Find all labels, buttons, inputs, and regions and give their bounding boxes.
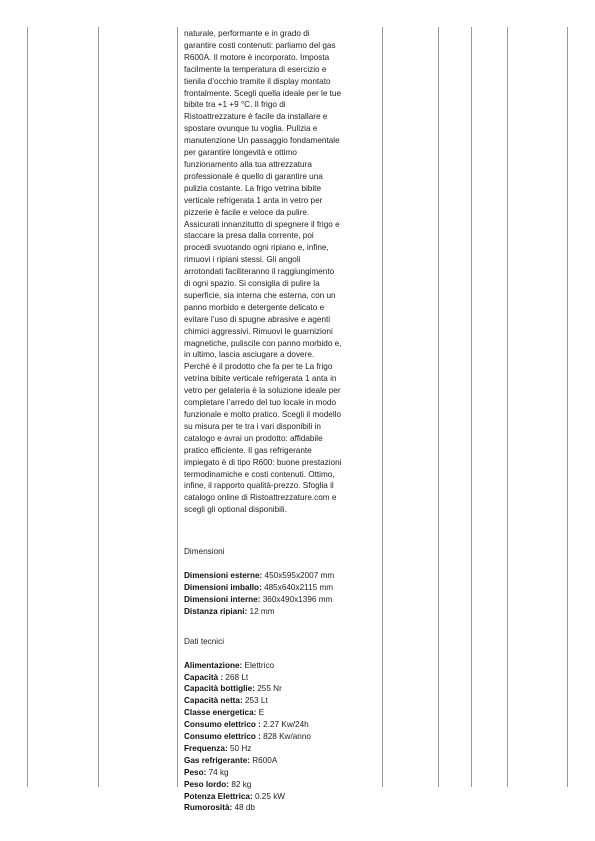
description-line: funzionale e molto pratico. Scegli il modello: [184, 410, 342, 419]
description-line: Assicurati innanzitutto di spegnere il frigo e: [184, 219, 340, 229]
description-line: vetrina bibite verticale refrigerata 1 anta in: [184, 374, 337, 384]
spec-label: Gas refrigerante:: [184, 755, 250, 765]
description-line: garantire costi contenuti: parliamo del gas: [184, 40, 336, 50]
description-line: panno morbido e detergente delicato e: [184, 302, 325, 312]
description-line: spostare ovunque tu voglia. Pulizia e: [184, 124, 318, 134]
spec-value: 74 kg: [206, 767, 229, 777]
spec-row: [184, 683, 374, 695]
spec-value: 2.27 Kw/24h: [260, 720, 309, 730]
description-line: chimici aggressivi. Rimuovi le guarnizioni: [184, 326, 333, 336]
spec-label: Consumo elettrico :: [184, 732, 261, 742]
spec-row: [184, 695, 374, 707]
description-line: R600A. Il motore è incorporato. Imposta: [184, 52, 330, 62]
technical-data-list: [184, 660, 374, 815]
description-line: staccare la presa dalla corrente, poi: [184, 231, 314, 241]
spec-value: 268 Lt: [223, 672, 249, 682]
table-column-line: [438, 27, 439, 787]
description-line: completare l’arredo del tuo locale in modo: [184, 398, 337, 408]
spec-row: [184, 719, 374, 731]
spec-row: [184, 594, 374, 606]
spec-value: 828 Kw/anno: [260, 732, 311, 742]
description-line: per garantire longevità e ottimo: [184, 148, 297, 158]
spec-value: E: [256, 708, 265, 718]
spec-label: Dimensioni imballo:: [184, 582, 262, 592]
spec-row: [184, 767, 374, 779]
product-description: [184, 28, 374, 516]
spec-label: Peso:: [184, 767, 207, 777]
spec-label: Peso lordo:: [184, 779, 230, 789]
spec-row: [184, 707, 374, 719]
table-column-line: [382, 27, 383, 787]
spec-row: [184, 570, 374, 582]
spec-value: Elettrico: [242, 660, 275, 670]
table-column-line: [27, 27, 28, 787]
description-line: evitare l’uso di spugne abrasive e agenti: [184, 314, 331, 324]
table-column-line: [177, 27, 178, 787]
spec-label: Rumorosità:: [184, 803, 233, 813]
table-column-line: [507, 27, 508, 787]
spec-value: 48 db: [232, 803, 255, 813]
spec-label: Frequenza:: [184, 743, 228, 753]
spec-value: R600A: [249, 755, 278, 765]
spec-value: 50 Hz: [227, 743, 252, 753]
product-description-cell: [184, 28, 374, 814]
spec-row: [184, 672, 374, 684]
description-line: verticale refrigerata 1 anta in vetro per: [184, 195, 323, 205]
description-line: pizzerie è facile e veloce da pulire.: [184, 207, 310, 217]
spec-row: [184, 731, 374, 743]
spec-value: 0.25 kW: [252, 791, 286, 801]
spec-value: 253 Lt: [242, 696, 268, 706]
description-line: termodinamiche e costi contenuti. Ottimo,: [184, 469, 335, 479]
technical-data-title: Dati tecnici: [184, 636, 225, 646]
description-line: procedi svuotando ogni ripiano e, infine,: [184, 243, 329, 253]
description-line: frontalmente. Scegli quella ideale per le tue: [184, 88, 342, 98]
spec-row: [184, 791, 374, 803]
description-line: professionale è quello di garantire una: [184, 171, 323, 181]
spec-value: 485x640x2115 mm: [261, 582, 334, 592]
spec-value: 450x595x2007 mm: [262, 571, 335, 581]
spec-label: Capacità :: [184, 672, 224, 682]
description-line: in ultimo, lascia asciugare a dovere.: [184, 350, 315, 360]
description-line: scegli gli optional disponibili.: [184, 505, 287, 515]
description-line: vetro per gelateria è la soluzione ideale per: [184, 386, 341, 396]
table-column-line: [98, 27, 99, 787]
description-line: manutenzione Un passaggio fondamentale: [184, 136, 340, 146]
description-line: magnetiche, puliscile con panno morbido e,: [184, 338, 342, 348]
spec-value: 82 kg: [229, 779, 252, 789]
spec-label: Dimensioni esterne:: [184, 571, 263, 581]
table-column-line: [567, 27, 568, 787]
spec-row: [184, 582, 374, 594]
spec-row: [184, 755, 374, 767]
description-line: arrotondati faciliteranno il raggiungimento: [184, 267, 335, 277]
description-line: su misura per te tra i vari disponibili in: [184, 421, 321, 431]
spec-label: Dimensioni interne:: [184, 594, 261, 604]
spec-row: [184, 779, 374, 791]
spec-label: Distanza ripiani:: [184, 606, 248, 616]
spec-row: [184, 606, 374, 618]
spec-label: Consumo elettrico :: [184, 720, 261, 730]
spec-row: [184, 743, 374, 755]
description-line: infine, il rapporto qualità-prezzo. Sfoglia il: [184, 481, 334, 491]
description-line: facilmente la temperatura di esercizio e: [184, 64, 327, 74]
spec-value: 255 Nr: [254, 684, 282, 694]
description-line: impiegato è di tipo R600: buone prestazioni: [184, 457, 342, 467]
spec-row: [184, 802, 374, 814]
spec-value: 12 mm: [247, 606, 275, 616]
spec-label: Classe energetica:: [184, 708, 257, 718]
spec-row: [184, 660, 374, 672]
dimensions-title: Dimensioni: [184, 547, 225, 557]
description-line: bibite tra +1 +9 °C. Il frigo di: [184, 100, 286, 110]
description-line: Perché è il prodotto che fa per te La frigo: [184, 362, 333, 372]
description-line: superficie, sia interna che esterna, con un: [184, 290, 336, 300]
table-column-line: [471, 27, 472, 787]
description-line: catalogo online di Ristoattrezzature.com e: [184, 493, 337, 503]
description-line: funzionamento alla tua attrezzatura: [184, 159, 312, 169]
description-line: pratico efficiente. Il gas refrigerante: [184, 445, 312, 455]
spec-label: Alimentazione:: [184, 660, 243, 670]
description-line: rimuovi i ripiani stessi. Gli angoli: [184, 255, 301, 265]
description-line: catalogo e avrai un prodotto: affidabile: [184, 433, 323, 443]
spec-value: 360x490x1396 mm: [260, 594, 333, 604]
description-line: tienila d’occhio tramite il display montato: [184, 76, 331, 86]
spec-label: Capacità netta:: [184, 696, 243, 706]
spec-label: Potenza Elettrica:: [184, 791, 253, 801]
description-line: di ogni spazio. Si consiglia di pulire la: [184, 279, 320, 289]
spec-label: Capacità bottiglie:: [184, 684, 255, 694]
description-line: Ristoattrezzature è facile da installare e: [184, 112, 328, 122]
dimensions-list: [184, 570, 374, 618]
description-line: pulizia costante. La frigo vetrina bibite: [184, 183, 321, 193]
description-line: naturale, performante e in grado di: [184, 29, 310, 38]
